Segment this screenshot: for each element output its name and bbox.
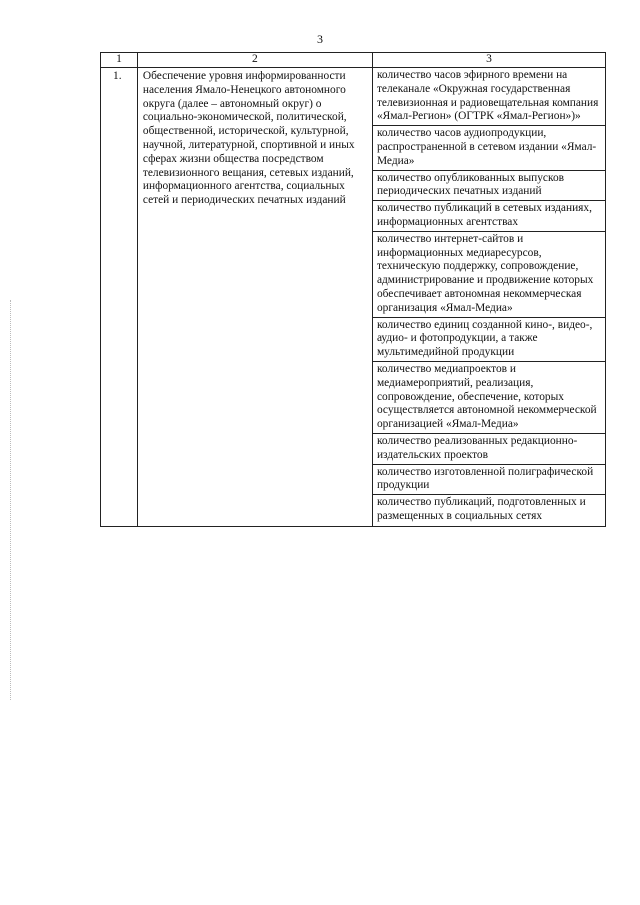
margin-dots (10, 300, 12, 700)
indicator-cell: количество публикаций, подготовленных и размещенных в социальных сетях (372, 495, 605, 527)
programme-table (100, 52, 606, 527)
row-number: 1. (101, 68, 138, 527)
table-row (101, 68, 606, 126)
indicator-cell: количество интернет-сайтов и информациoнных медиаресурсов, техническую поддержку, сопровождение, администрирование и продвижение которых обеспечивает автономная некоммерческая организация «Ямал-Медиа» (372, 231, 605, 317)
indicator-cell: количество публикаций в сетевых изданиях, информационных агентствах (372, 201, 605, 232)
task-description: Обеспечение уровня информированности населения Ямало-Ненецкого автономного округа (далее – автономный округ) о социально-экономической, политической, общественной, исторической, культурной, научной, литературной, спортивной и иных сферах жизни общества посредством телевизионного вещания, сетевых изданий, информационного агентства, социальных сетей и периодических печатных изданий (137, 68, 372, 527)
indicator-cell: количество часов аудиопродукции, распространенной в сетевом издании «Ямал-Медиа» (372, 126, 605, 170)
indicator-cell: количество изготовленной полиграфической продукции (372, 464, 605, 495)
header-col-2: 2 (137, 53, 372, 68)
indicator-cell: количество опубликованных выпусков периодических печатных изданий (372, 170, 605, 201)
indicator-cell: количество единиц созданной кино-, видео-, аудио- и фотопродукции, а также мультимедийной продукции (372, 317, 605, 361)
header-col-3: 3 (372, 53, 605, 68)
indicator-cell: количество часов эфирного времени на телеканале «Окружная государственная телевизионная и радиовещательная компания «Ямал-Регион» (ОГТРК «Ямал-Регион»)» (372, 68, 605, 126)
page-number: 3 (317, 32, 323, 46)
table-header-row (101, 53, 606, 68)
header-col-1: 1 (101, 53, 138, 68)
indicator-cell: количество медиапроектов и медиамероприятий, реализация, сопровождение, обеспечение, которых осуществляется автономной некоммерческой организацией «Ямал-Медиа» (372, 361, 605, 433)
indicator-cell: количество реализованных редакционно-издательских проектов (372, 433, 605, 464)
